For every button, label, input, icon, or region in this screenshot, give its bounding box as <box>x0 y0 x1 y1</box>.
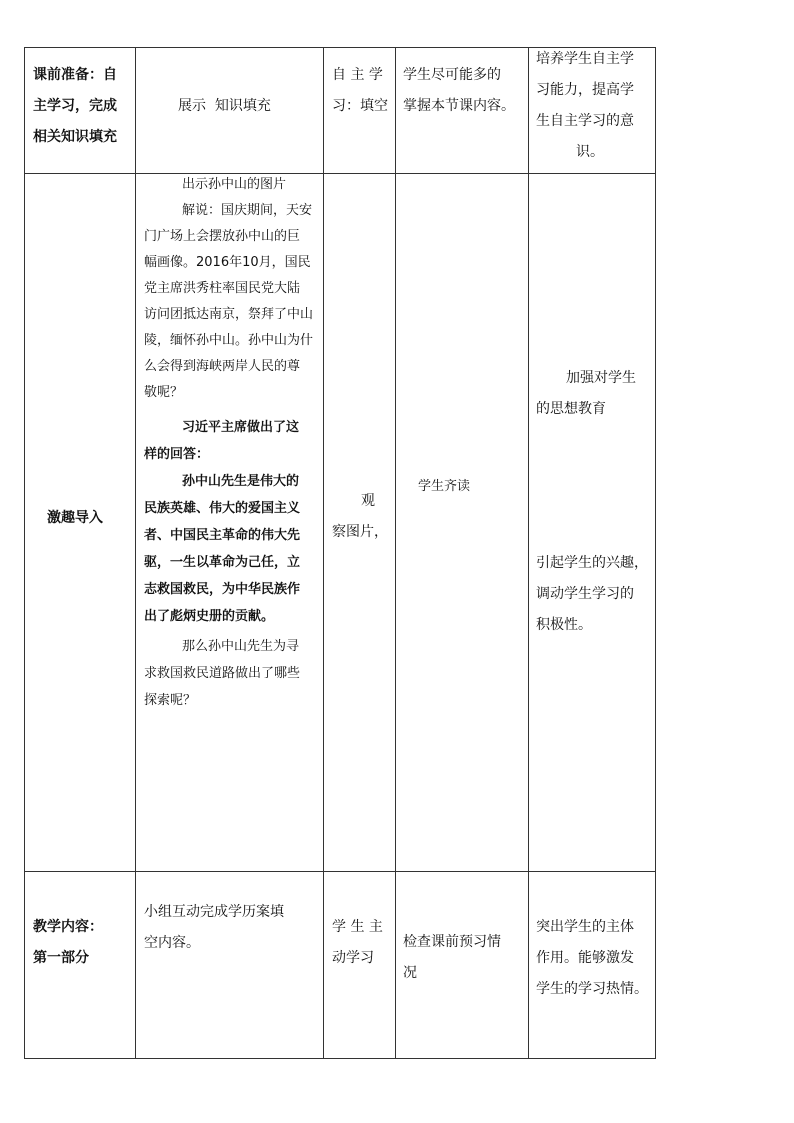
content-line: 解说：国庆期间，天安 <box>182 203 313 218</box>
quote-line: 孙中山先生是伟大的 <box>182 474 300 489</box>
content-line: 幅画像。2016年10月，国民 <box>144 255 311 270</box>
stage-cell <box>25 872 136 1059</box>
stage-line: 主学习，完成 <box>33 98 117 114</box>
content-line: 访问团抵达南京，祭拜了中山 <box>144 307 314 322</box>
stage-line: 第一部分 <box>33 950 89 966</box>
stage-line: 课前准备：自 <box>33 67 117 83</box>
stage-cell <box>25 174 136 872</box>
purpose-cell <box>529 174 656 872</box>
content-line: 敬呢？ <box>144 385 184 400</box>
quote-line: 样的回答： <box>144 447 210 462</box>
student-line: 察图片， <box>332 524 388 540</box>
stage-line: 相关知识填充 <box>33 129 117 145</box>
purpose-line: 习能力，提高学 <box>536 82 634 98</box>
activity-line: 掌握本节课内容。 <box>403 98 515 114</box>
purpose-line: 的思想教育 <box>536 401 606 417</box>
student-cell <box>324 174 396 872</box>
content-line: 党主席洪秀柱率国民党大陆 <box>144 281 301 296</box>
activity-line: 学生尽可能多的 <box>403 67 501 83</box>
quote-line: 驱，一生以革命为己任，立 <box>144 555 301 570</box>
purpose-line: 调动学生学习的 <box>536 586 634 602</box>
content-line: 探索呢？ <box>144 693 197 708</box>
activity-line: 检查课前预习情 <box>403 934 501 950</box>
content-line: 陵，缅怀孙中山。孙中山为什 <box>144 333 314 348</box>
content-text: 展示 知识填充 <box>178 98 271 114</box>
content-cell <box>136 872 324 1059</box>
student-line: 观 <box>361 493 375 509</box>
content-line: 求救国救民道路做出了哪些 <box>144 666 301 681</box>
table-row <box>25 174 656 872</box>
content-line: 门广场上会摆放孙中山的巨 <box>144 229 301 244</box>
stage-cell <box>25 48 136 174</box>
purpose-line: 识。 <box>576 144 604 160</box>
student-line: 自 主 学 <box>332 67 383 83</box>
content-line: 空内容。 <box>144 935 200 951</box>
content-line: 那么孙中山先生为寻 <box>182 639 300 654</box>
purpose-line: 引起学生的兴趣， <box>536 555 648 571</box>
quote-line: 志救国救民，为中华民族作 <box>144 582 301 597</box>
content-cell <box>136 174 324 872</box>
quote-line: 民族英雄、伟大的爱国主义 <box>144 501 301 516</box>
activity-cell <box>396 174 529 872</box>
purpose-cell <box>529 872 656 1059</box>
purpose-line: 作用。能够激发 <box>536 950 634 966</box>
stage-line: 教学内容： <box>33 919 103 935</box>
stage-text: 激趣导入 <box>47 510 103 526</box>
lesson-plan-table <box>24 47 656 1059</box>
purpose-line: 突出学生的主体 <box>536 919 634 935</box>
quote-line: 者、中国民主革命的伟大先 <box>144 528 301 543</box>
purpose-line: 生自主学习的意 <box>536 113 634 129</box>
student-cell <box>324 48 396 174</box>
activity-text: 学生齐读 <box>418 479 471 494</box>
student-line: 学 生 主 <box>332 919 383 935</box>
student-cell <box>324 872 396 1059</box>
purpose-line: 加强对学生 <box>566 370 636 386</box>
purpose-line: 积极性。 <box>536 617 592 633</box>
student-line: 习：填空 <box>332 98 388 114</box>
content-line: 么会得到海峡两岸人民的尊 <box>144 359 301 374</box>
table-row <box>25 872 656 1059</box>
content-cell <box>136 48 324 174</box>
quote-line: 出了彪炳史册的贡献。 <box>144 609 275 624</box>
activity-line: 况 <box>403 965 417 981</box>
content-line: 小组互动完成学历案填 <box>144 904 284 920</box>
purpose-cell <box>529 48 656 174</box>
purpose-line: 培养学生自主学 <box>536 51 634 67</box>
table-row <box>25 48 656 174</box>
purpose-line: 学生的学习热情。 <box>536 981 648 997</box>
activity-cell <box>396 872 529 1059</box>
quote-line: 习近平主席做出了这 <box>182 420 300 435</box>
content-line: 出示孙中山的图片 <box>182 177 287 192</box>
activity-cell <box>396 48 529 174</box>
student-line: 动学习 <box>332 950 374 966</box>
